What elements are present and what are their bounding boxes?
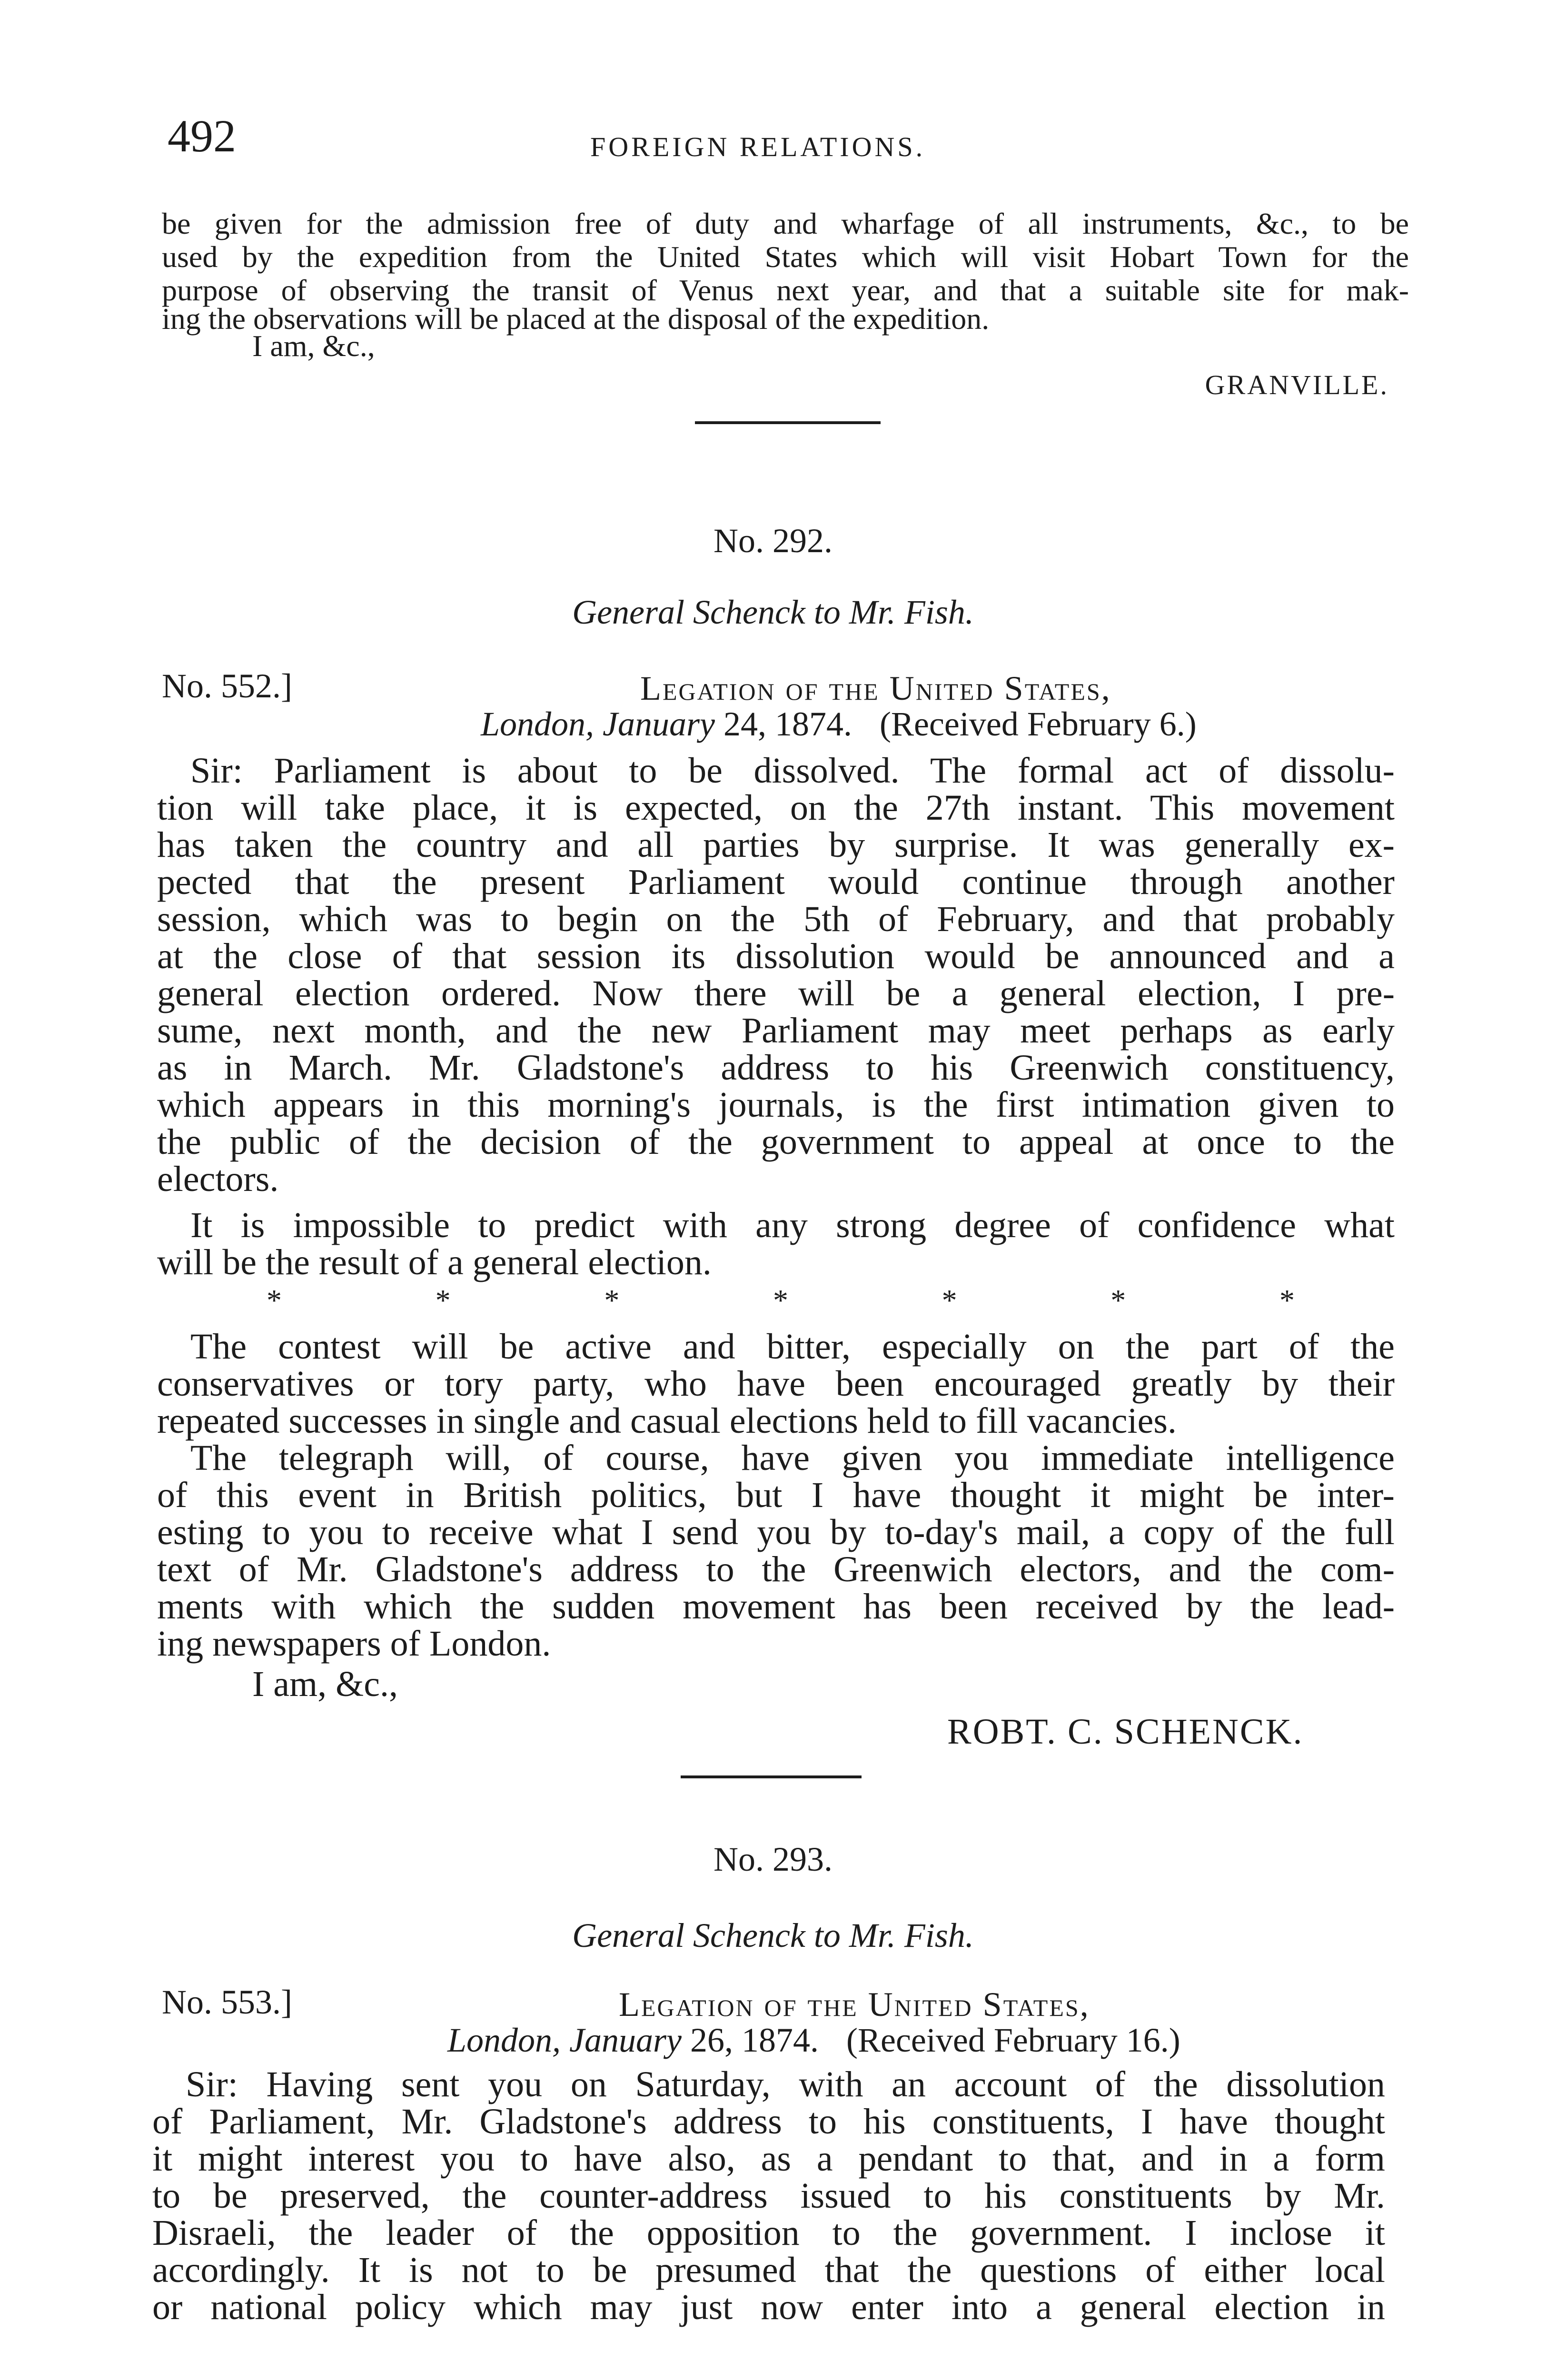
- body-line: general election ordered. Now there will be a general election, I pre-: [157, 973, 1395, 1013]
- body-line: pected that the present Parliament would continue through another: [157, 862, 1395, 902]
- dateline-date: 24, 1874.: [714, 705, 852, 743]
- dispatch-number: No. 553.]: [162, 1983, 292, 2021]
- body-line: Disraeli, the leader of the opposition to the government. I inclose it: [152, 2213, 1385, 2253]
- body-line: of Parliament, Mr. Gladstone's address to his constituents, I have thought: [152, 2102, 1385, 2142]
- body-line: of this event in British politics, but I have thought it might be inter-: [157, 1475, 1395, 1515]
- body-line: as in March. Mr. Gladstone's address to his Greenwich constituency,: [157, 1048, 1395, 1088]
- section-divider: [695, 421, 881, 424]
- body-line: Sir: Having sent you on Saturday, with an account of the dissolution: [186, 2064, 1385, 2104]
- body-line: or national policy which may just now enter into a general election in: [152, 2287, 1385, 2327]
- previous-letter-closing: I am, &c.,: [252, 329, 375, 363]
- body-line: repeated successes in single and casual elections held to fill vacancies.: [157, 1401, 1177, 1441]
- document-number: No. 292.: [714, 522, 832, 560]
- received-date: (Received February 6.): [879, 705, 1197, 743]
- closing: I am, &c.,: [252, 1664, 398, 1704]
- ellipsis-star: *: [267, 1283, 282, 1317]
- dateline-place: London, January: [481, 705, 715, 743]
- ellipsis-star: *: [435, 1283, 451, 1317]
- dispatch-number: No. 552.]: [162, 667, 292, 705]
- body-line: it might interest you to have also, as a pendant to that, and in a form: [152, 2139, 1385, 2179]
- previous-letter-signature: GRANVILLE.: [1205, 369, 1389, 400]
- previous-letter-line: purpose of observing the transit of Venus next year, and that a suitable site for mak-: [162, 273, 1409, 307]
- previous-letter-line: be given for the admission free of duty and wharfage of all instruments, &c., to be: [162, 207, 1409, 240]
- body-line: which appears in this morning's journals, is the first intimation given to: [157, 1085, 1395, 1125]
- document-number: No. 293.: [714, 1840, 832, 1878]
- body-line: esting to you to receive what I send you by to-day's mail, a copy of the full: [157, 1512, 1395, 1552]
- ellipsis-star: *: [1279, 1283, 1295, 1317]
- document-title: General Schenck to Mr. Fish.: [572, 593, 974, 631]
- ellipsis-star: *: [1110, 1283, 1126, 1317]
- body-line: The telegraph will, of course, have given you immediate intelligence: [190, 1438, 1395, 1478]
- dateline: [481, 707, 1197, 741]
- body-line: It is impossible to predict with any strong degree of confidence what: [190, 1205, 1395, 1245]
- body-line: the public of the decision of the government to appeal at once to the: [157, 1122, 1395, 1162]
- body-line: The contest will be active and bitter, especially on the part of the: [190, 1327, 1395, 1367]
- body-line: will be the result of a general election.: [157, 1242, 712, 1282]
- body-line: electors.: [157, 1159, 279, 1199]
- received-date: (Received February 16.): [846, 2021, 1180, 2059]
- body-line: session, which was to begin on the 5th of February, and that probably: [157, 899, 1395, 939]
- previous-letter-line: ing the observations will be placed at the disposal of the expedition.: [162, 302, 990, 336]
- body-line: text of Mr. Gladstone's address to the Greenwich electors, and the com-: [157, 1549, 1395, 1589]
- ellipsis-star: *: [941, 1283, 957, 1317]
- ellipsis-marks: [267, 1285, 1295, 1316]
- body-line: sume, next month, and the new Parliament may meet perhaps as early: [157, 1011, 1395, 1051]
- section-divider: [681, 1775, 862, 1778]
- body-line: accordingly. It is not to be presumed that the questions of either local: [152, 2250, 1385, 2290]
- previous-letter-line: used by the expedition from the United States which will visit Hobart Town for the: [162, 240, 1409, 274]
- legation-heading: Legation of the United States,: [619, 1985, 1090, 2023]
- body-line: ing newspapers of London.: [157, 1624, 551, 1664]
- body-line: to be preserved, the counter-address issued to his constituents by Mr.: [152, 2176, 1385, 2216]
- body-line: Sir: Parliament is about to be dissolved. The formal act of dissolu-: [190, 751, 1395, 791]
- ellipsis-star: *: [773, 1283, 788, 1317]
- ellipsis-star: *: [604, 1283, 620, 1317]
- body-line: ments with which the sudden movement has been received by the lead-: [157, 1587, 1395, 1626]
- document-title: General Schenck to Mr. Fish.: [572, 1916, 974, 1954]
- running-head: FOREIGN RELATIONS.: [590, 131, 926, 162]
- body-line: has taken the country and all parties by surprise. It was generally ex-: [157, 825, 1395, 865]
- dateline-date: 26, 1874.: [681, 2021, 819, 2059]
- dateline: [447, 2023, 1180, 2057]
- signature: ROBT. C. SCHENCK.: [947, 1712, 1304, 1752]
- body-line: conservatives or tory party, who have been encouraged greatly by their: [157, 1364, 1395, 1404]
- body-line: tion will take place, it is expected, on the 27th instant. This movement: [157, 788, 1395, 828]
- dateline-place: London, January: [447, 2021, 682, 2059]
- page-number: 492: [168, 110, 236, 161]
- body-line: at the close of that session its dissolution would be announced and a: [157, 936, 1395, 976]
- legation-heading: Legation of the United States,: [640, 669, 1111, 707]
